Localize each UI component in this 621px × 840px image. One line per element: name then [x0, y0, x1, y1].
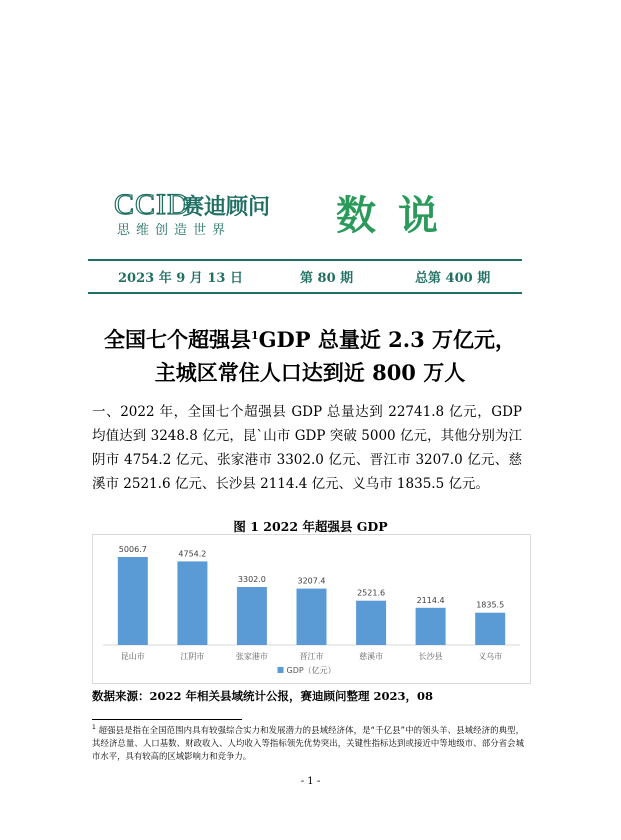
footnote-divider: [92, 719, 242, 720]
header-divider: [88, 259, 522, 261]
figure-title: 图 1 2022 年超强县 GDP: [233, 519, 388, 534]
column-name: 数说: [336, 193, 460, 239]
data-label-3: 3207.4: [297, 576, 326, 586]
bar-1: [177, 561, 207, 645]
bar-chart: [92, 534, 531, 684]
data-label-5: 2114.4: [416, 595, 445, 605]
category-label-1: 江阴市: [180, 652, 205, 661]
total-issue-number: 总第 400 期: [415, 271, 491, 286]
category-label-4: 慈溪市: [359, 652, 384, 661]
bar-3: [297, 589, 327, 645]
bar-4: [356, 601, 386, 645]
logo-brand: CCID: [114, 188, 190, 221]
slogan: 思维创造世界: [117, 223, 232, 238]
legend-label: GDP（亿元）: [286, 666, 336, 675]
category-label-0: 昆山市: [120, 652, 145, 661]
issue-number: 第 80 期: [300, 271, 354, 286]
bar-2: [237, 587, 267, 645]
bar-6: [475, 613, 505, 645]
bar-chart-svg: [93, 535, 530, 683]
category-label-6: 义乌市: [478, 652, 503, 661]
footnote-marker[interactable]: 1: [250, 329, 259, 342]
body-paragraph: 一、2022 年，全国七个超强县 GDP 总量达到 22741.8 亿元，GDP 均值达到 3248.8 亿元，昆`山市 GDP 突破 5000 亿元，其他分别为江阴市 4754.2 亿元、张家港市 3302.0 亿元、晋江市 3207.0 亿元、慈溪市 2521.6 亿元、长沙县 2114.4 亿元、义乌市 1835.5 亿元。: [92, 404, 522, 492]
logo-name: 赛迪顾问: [182, 194, 271, 220]
data-label-1: 4754.2: [178, 549, 207, 559]
data-source: 数据来源：2022 年相关县域统计公报，赛迪顾问整理 2023，08: [92, 689, 434, 703]
article-title-line2: 主城区常住人口达到近 800 万人: [154, 360, 466, 385]
bar-5: [416, 608, 446, 645]
data-label-6: 1835.5: [476, 600, 505, 610]
data-label-0: 5006.7: [118, 545, 147, 554]
data-label-4: 2521.6: [357, 588, 386, 598]
category-label-2: 张家港市: [235, 652, 268, 661]
header-divider-bottom: [88, 292, 522, 294]
page-number: - 1 -: [300, 776, 321, 787]
category-label-5: 长沙县: [418, 652, 443, 661]
data-label-2: 3302.0: [237, 575, 266, 584]
bar-0: [118, 557, 148, 645]
issue-date: 2023 年 9 月 13 日: [118, 271, 243, 286]
footnote: $^1$ 超强县是指在全国范围内具有较强综合实力和发展潜力的县域经济体，是“千亿县”中的领头羊、县域经济的典型，其经济总量、人口基数、财政收入、人均收入等指标领先优势突出，关键性指标达到或接近中等地级市、部分省会城市水平，具有较高的区域影响力和竞争力。: [92, 724, 524, 761]
legend-swatch: [278, 667, 284, 673]
category-label-3: 晋江市: [299, 652, 324, 661]
article-title-line1: 全国七个超强县$^1$GDP 总量近 2.3 万亿元，: [103, 327, 517, 352]
